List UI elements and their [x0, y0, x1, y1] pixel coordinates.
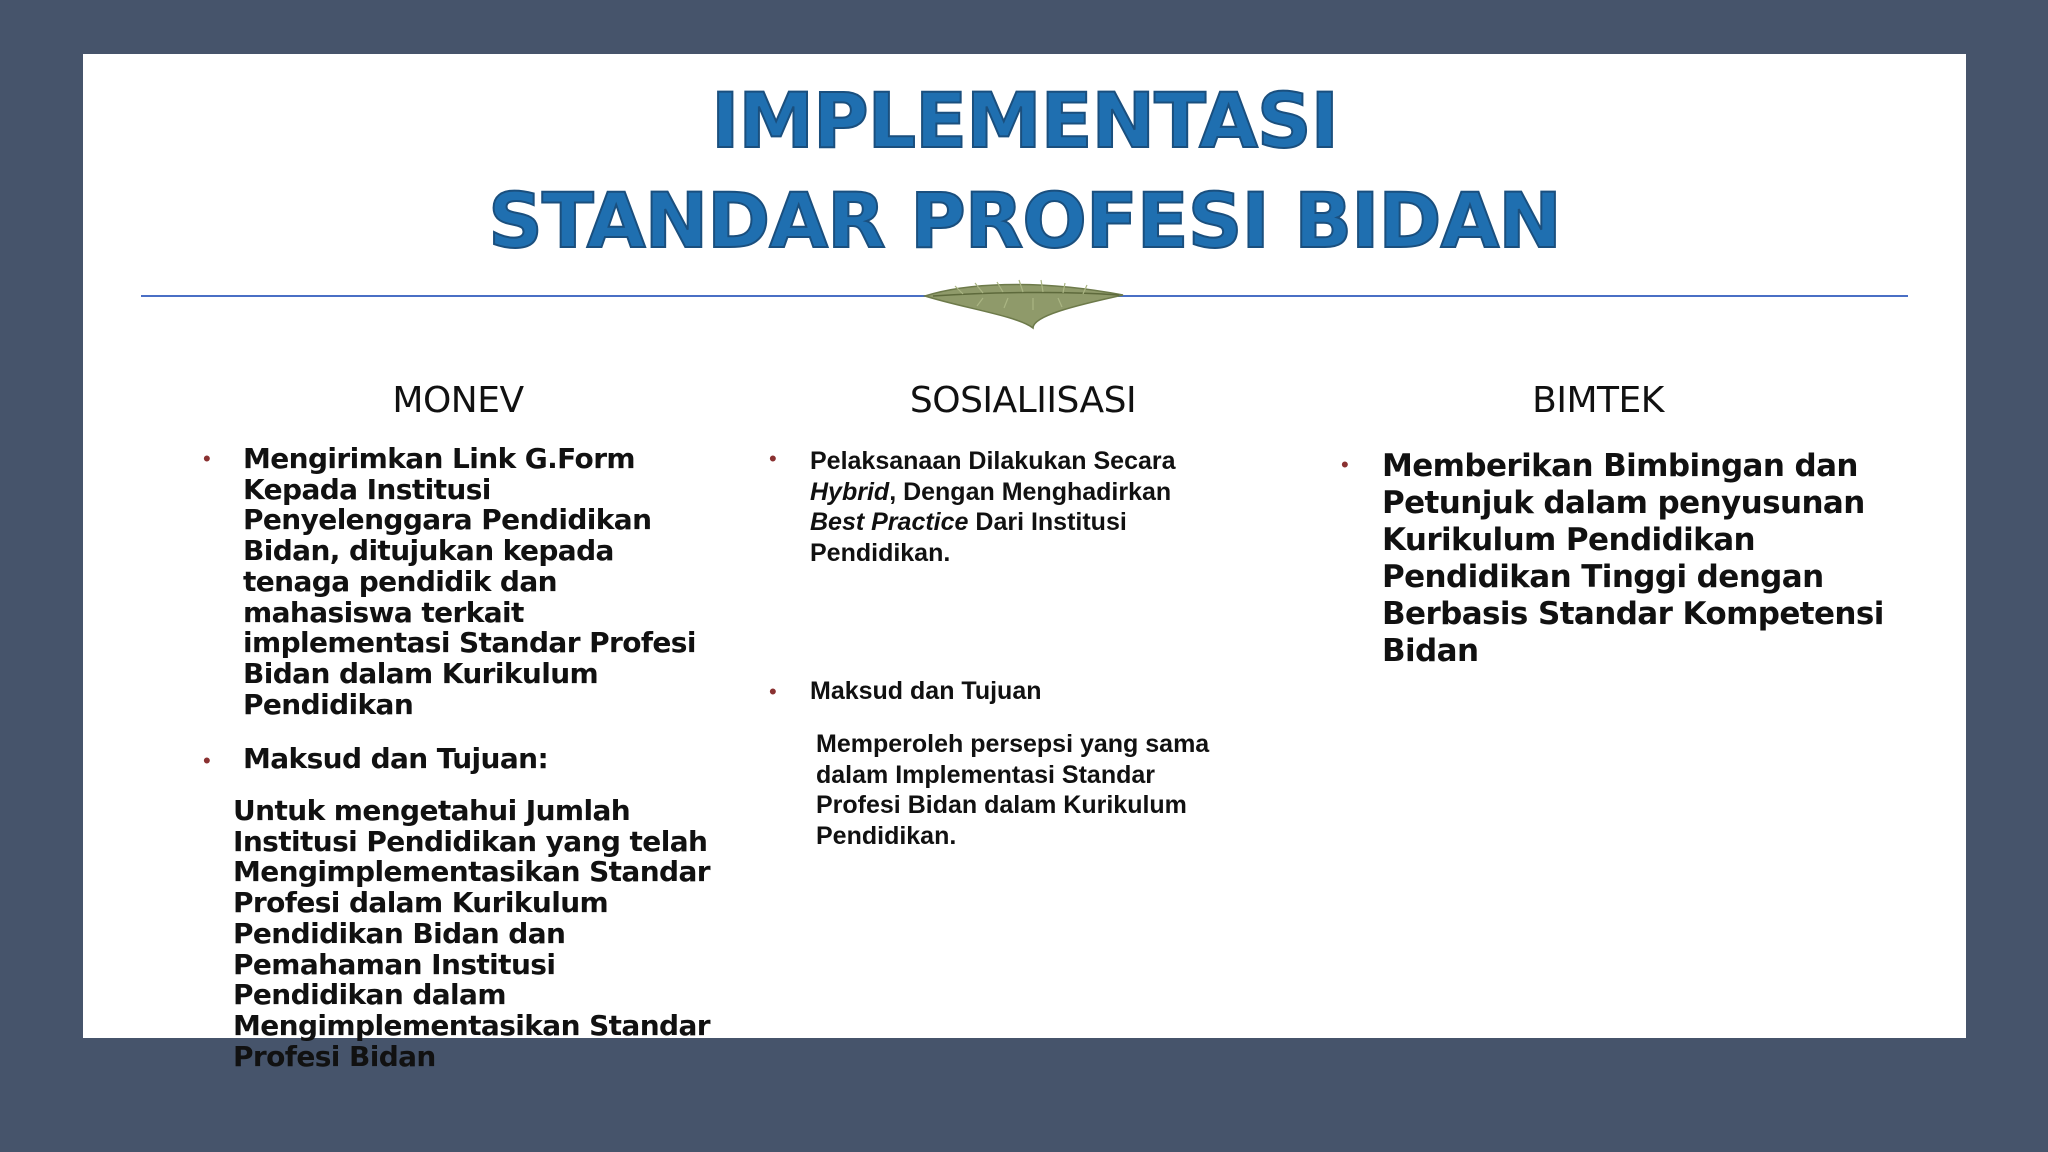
sosialisasi-hybrid-text: Hybrid	[810, 477, 890, 506]
monev-item-2-body: Untuk mengetahui Jumlah Institusi Pendidikan yang telah Mengimplementasikan Standar Profesi dalam Kurikulum Pendidikan Bidan dan Pemahaman Institusi Pendidikan dalam Mengimplementasikan Standar Profesi Bidan	[233, 794, 710, 1073]
bimtek-heading: BIMTEK	[1532, 380, 1664, 421]
bullet-icon: •	[769, 679, 777, 704]
bullet-icon: •	[1341, 452, 1349, 477]
bullet-icon: •	[203, 446, 211, 471]
leaf-ornament-icon	[923, 276, 1128, 332]
divider-line-left	[141, 295, 931, 297]
sosialisasi-item-1-line-1: Pelaksanaan Dilakukan Secara	[810, 447, 1176, 475]
sosialisasi-best-practice-text: Best Practice	[810, 508, 969, 536]
sosialisasi-item-2-body: Memperoleh persepsi yang sama dalam Implementasi Standar Profesi Bidan dalam Kurikulum Pendidikan.	[816, 730, 1210, 850]
sosialisasi-item-1-line-4: Pendidikan.	[810, 538, 951, 567]
bullet-icon: •	[769, 446, 777, 471]
sosialisasi-item-1	[810, 446, 1240, 568]
bullet-icon: •	[203, 748, 211, 773]
monev-item-2: Maksud dan Tujuan:	[243, 742, 549, 775]
monev-item-1: Mengirimkan Link G.Form Kepada Institusi Penyelenggara Pendidikan Bidan, ditujukan kepada tenaga pendidik dan mahasiswa terkait implementasi Standar Profesi Bidan dalam Kurikulum Pendidikan	[243, 442, 696, 721]
bimtek-item-1: Memberikan Bimbingan dan Petunjuk dalam penyusunan Kurikulum Pendidikan Pendidikan Tinggi dengan Berbasis Standar Kompetensi Bidan	[1382, 448, 1884, 669]
sosialisasi-heading: SOSIALIISASI	[909, 380, 1137, 421]
divider-line-right	[1118, 295, 1908, 297]
slide-title-line-2: STANDAR PROFESI BIDAN	[488, 176, 1561, 265]
slide	[83, 54, 1966, 1073]
slide-title-line-1: IMPLEMENTASI	[711, 76, 1338, 165]
monev-heading: MONEV	[392, 380, 524, 421]
sosialisasi-item-2: Maksud dan Tujuan	[810, 677, 1042, 705]
sosialisasi-item-1-line-2: , Dengan Menghadirkan	[889, 477, 1172, 506]
sosialisasi-item-1-line-3: Dari Institusi	[968, 508, 1127, 536]
